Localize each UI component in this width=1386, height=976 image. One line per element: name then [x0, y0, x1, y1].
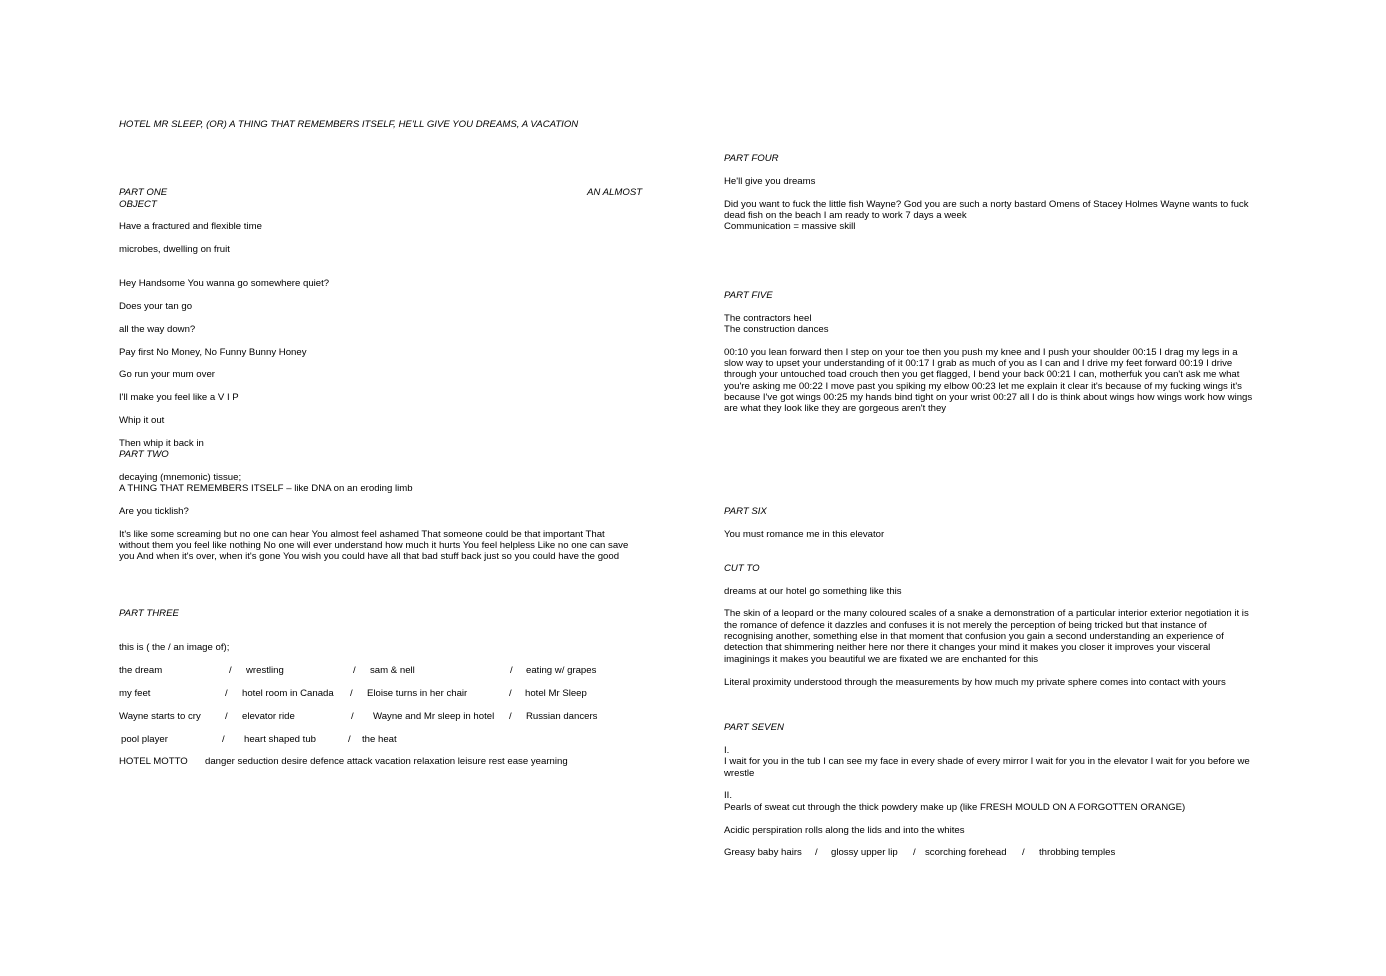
part-four-heading: PART FOUR	[724, 153, 779, 164]
list-separator: /	[353, 665, 356, 676]
image-list-item: Wayne and Mr sleep in hotel	[373, 711, 495, 722]
part-two-paragraph-line: It's like some screaming but no one can hear You almost feel ashamed That someone could be that important That	[119, 529, 605, 540]
part-two-paragraph-line: you And when it's over, when it's gone You wish you could have all that bad stuff back just so you could have the good	[119, 551, 620, 562]
part-five-paragraph-line: slow way to upset your understanding of it 00:17 I grab as much of you as I can and I drive my feet forward 00:19 I drive	[724, 358, 1233, 369]
list-separator: /	[348, 734, 351, 745]
part-two-heading: PART TWO	[119, 449, 169, 460]
part-four-paragraph-line: dead fish on the beach I am ready to work 7 days a week	[724, 210, 967, 221]
part-one-line: Then whip it back in	[119, 438, 204, 449]
part-two-paragraph-line: without them you feel like nothing No one will ever understand how much it hurts You feel helpless Like no one can save	[119, 540, 629, 551]
part-one-line: I'll make you feel like a V I P	[119, 392, 239, 403]
part-one-heading: PART ONE	[119, 187, 168, 198]
part-six-line: Literal proximity understood through the measurements by how much my private sphere comes into contact with yours	[724, 677, 1226, 688]
part-two-line: A THING THAT REMEMBERS ITSELF – like DNA on an eroding limb	[119, 483, 413, 494]
part-five-line: The construction dances	[724, 324, 829, 335]
part-five-paragraph-line: are what they look like they are gorgeous aren't they	[724, 403, 947, 414]
part-four-paragraph-line: Communication = massive skill	[724, 221, 856, 232]
image-list-item: heart shaped tub	[244, 734, 317, 745]
part-seven-numeral: II.	[724, 790, 732, 801]
part-one-line: microbes, dwelling on fruit	[119, 244, 230, 255]
part-two-line: Are you ticklish?	[119, 506, 189, 517]
cut-to-heading: CUT TO	[724, 563, 760, 574]
part-five-paragraph-line: you're asking me 00:22 I move past you spiking my elbow 00:23 let me explain it clear it's because of my fucking wings it's	[724, 381, 1242, 392]
image-list-item: elevator ride	[242, 711, 295, 722]
hotel-motto-label: HOTEL MOTTO	[119, 756, 188, 767]
part-six-paragraph-line: recognising another, something else in that moment that confusion you gain a second understanding an experience of	[724, 631, 1224, 642]
image-list-item: Eloise turns in her chair	[367, 688, 468, 699]
list-separator: /	[229, 665, 232, 676]
part-six-paragraph-line: the romance of defence it dazzles and confuses it is not merely the perception of being tricked but that instance of	[724, 620, 1207, 631]
part-one-line: Hey Handsome You wanna go somewhere quiet?	[119, 278, 330, 289]
part-six-paragraph-line: imaginings it makes you beautiful we are fixated we are enchanted for this	[724, 654, 1039, 665]
list-separator: /	[815, 847, 818, 858]
list-separator: /	[222, 734, 225, 745]
part-seven-heading: PART SEVEN	[724, 722, 784, 733]
part-three-intro: this is ( the / an image of);	[119, 642, 230, 653]
list-separator: /	[509, 711, 512, 722]
part-seven-paragraph-line: wrestle	[724, 768, 755, 779]
part-seven-numeral: I.	[724, 745, 730, 756]
part-five-paragraph-line: because I've got wings 00:25 my hands bind tight on your wrist 00:27 all I do is think about wings how wings work how wings	[724, 392, 1253, 403]
list-separator: /	[225, 688, 228, 699]
list-separator: /	[350, 688, 353, 699]
image-list-item: the dream	[119, 665, 163, 676]
symptom-list-item: throbbing temples	[1039, 847, 1116, 858]
part-one-heading-right: AN ALMOST	[587, 187, 643, 198]
part-one-line: all the way down?	[119, 324, 196, 335]
list-separator: /	[1022, 847, 1025, 858]
part-six-line: You must romance me in this elevator	[724, 529, 885, 540]
part-one-line: Does your tan go	[119, 301, 193, 312]
symptom-list-item: scorching forehead	[925, 847, 1007, 858]
list-separator: /	[510, 665, 513, 676]
image-list-item: my feet	[119, 688, 151, 699]
part-six-heading: PART SIX	[724, 506, 767, 517]
list-separator: /	[913, 847, 916, 858]
image-list-item: Wayne starts to cry	[119, 711, 201, 722]
document-title: HOTEL MR SLEEP, (OR) A THING THAT REMEMBERS ITSELF, HE'LL GIVE YOU DREAMS, A VACATION	[119, 119, 579, 130]
part-five-paragraph-line: through your untouched toad crouch then you get flagged, I bend your back 00:21 I can, motherfuk you can't ask me what	[724, 369, 1240, 380]
part-six-line: dreams at our hotel go something like this	[724, 586, 902, 597]
part-one-line: Pay first No Money, No Funny Bunny Honey	[119, 347, 307, 358]
image-list-item: wrestling	[246, 665, 284, 676]
list-separator: /	[225, 711, 228, 722]
part-three-heading: PART THREE	[119, 608, 179, 619]
part-five-line: The contractors heel	[724, 313, 812, 324]
part-four-paragraph-line: Did you want to fuck the little fish Wayne? God you are such a norty bastard Omens of Stacey Holmes Wayne wants to fuck	[724, 199, 1249, 210]
part-one-line: Have a fractured and flexible time	[119, 221, 262, 232]
image-list-item: hotel room in Canada	[242, 688, 334, 699]
image-list-item: hotel Mr Sleep	[525, 688, 587, 699]
part-one-line: Go run your mum over	[119, 369, 215, 380]
part-five-paragraph-line: 00:10 you lean forward then I step on your toe then you push my knee and I push your shoulder 00:15 I drag my legs in a	[724, 347, 1238, 358]
right-page	[693, 0, 1386, 976]
part-one-heading-cont: OBJECT	[119, 199, 157, 210]
part-two-line: decaying (mnemonic) tissue;	[119, 472, 242, 483]
part-four-line: He'll give you dreams	[724, 176, 816, 187]
hotel-motto-text: danger seduction desire defence attack vacation relaxation leisure rest ease yearning	[205, 756, 568, 767]
part-one-line: Whip it out	[119, 415, 165, 426]
part-seven-line: Acidic perspiration rolls along the lids and into the whites	[724, 825, 965, 836]
part-seven-paragraph-line: I wait for you in the tub I can see my face in every shade of every mirror I wait for you in the elevator I wait for you before we	[724, 756, 1250, 767]
part-six-paragraph-line: The skin of a leopard or the many coloured scales of a snake a demonstration of a particular interior exterior negotiation it is	[724, 608, 1249, 619]
part-six-paragraph-line: detection that shimmering neither here nor there it changes your mind it makes you closer it improves your visceral	[724, 642, 1211, 653]
image-list-item: eating w/ grapes	[526, 665, 597, 676]
image-list-item: sam & nell	[370, 665, 415, 676]
symptom-list-item: glossy upper lip	[831, 847, 898, 858]
symptom-list-item: Greasy baby hairs	[724, 847, 802, 858]
image-list-item: Russian dancers	[526, 711, 598, 722]
part-five-heading: PART FIVE	[724, 290, 773, 301]
image-list-item: the heat	[362, 734, 397, 745]
image-list-item: pool player	[121, 734, 168, 745]
part-seven-line: Pearls of sweat cut through the thick powdery make up (like FRESH MOULD ON A FORGOTTEN ORANGE)	[724, 802, 1186, 813]
list-separator: /	[351, 711, 354, 722]
list-separator: /	[509, 688, 512, 699]
